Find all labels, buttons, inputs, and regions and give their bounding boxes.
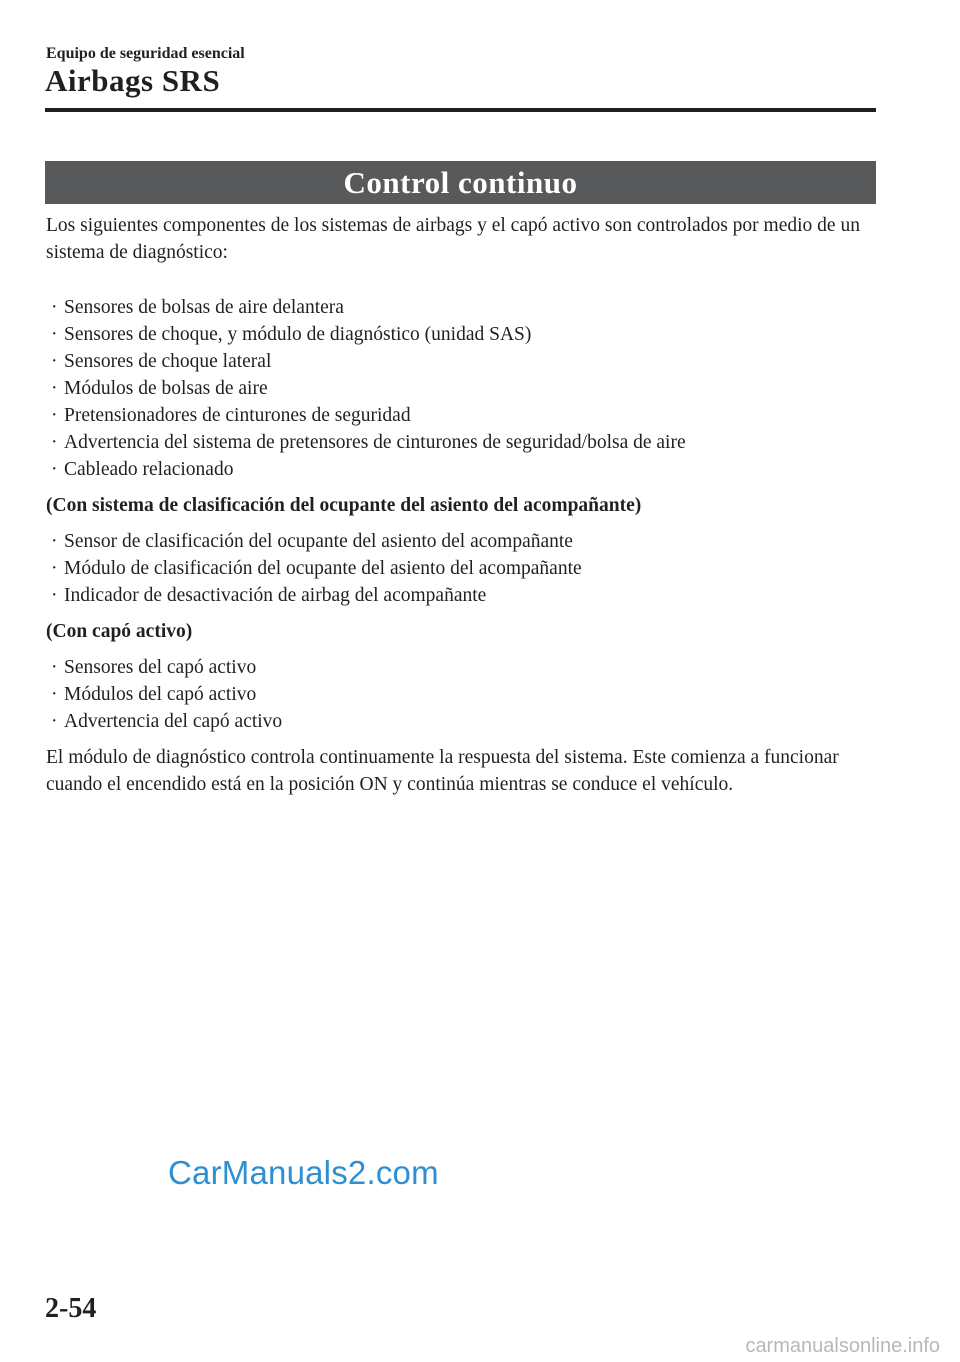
bullet-icon: · [51, 558, 58, 579]
list-item-text: Sensores de choque, y módulo de diagnóstico (unidad SAS) [64, 324, 532, 345]
bullet-icon: · [51, 459, 58, 480]
list-item [46, 681, 876, 708]
list-item-text: Sensor de clasificación del ocupante del asiento del acompañante [64, 531, 573, 552]
page-number: 2-54 [45, 1293, 97, 1324]
list-item-text: Sensores de choque lateral [64, 351, 272, 372]
list-item [46, 528, 876, 555]
bullet-icon: · [51, 351, 58, 372]
subheading-active-hood: (Con capó activo) [46, 621, 193, 642]
section-header: Equipo de seguridad esencial [46, 45, 245, 62]
list-item [46, 456, 876, 483]
bullet-icon: · [51, 684, 58, 705]
bullet-icon: · [51, 405, 58, 426]
footer-site-watermark: carmanualsonline.info [745, 1335, 940, 1357]
occupant-list [46, 528, 876, 609]
intro-paragraph: Los siguientes componentes de los sistemas de airbags y el capó activo son controlados por medio de un sistema de diagnóstico: [46, 215, 860, 263]
bullet-icon: · [51, 531, 58, 552]
list-item [46, 294, 876, 321]
closing-paragraph: El módulo de diagnóstico controla continuamente la respuesta del sistema. Este comienza a funcionar cuando el encendido está en la posición ON y continúa mientras se conduce el vehículo. [46, 747, 839, 795]
bullet-icon: · [51, 378, 58, 399]
header-divider [45, 108, 876, 112]
list-item-text: Advertencia del capó activo [64, 711, 283, 732]
list-item-text: Sensores del capó activo [64, 657, 257, 678]
list-item-text: Módulos del capó activo [64, 684, 257, 705]
list-item [46, 654, 876, 681]
list-item-text: Módulo de clasificación del ocupante del asiento del acompañante [64, 558, 582, 579]
list-item [46, 429, 876, 456]
bullet-icon: · [51, 657, 58, 678]
list-item-text: Sensores de bolsas de aire delantera [64, 297, 344, 318]
hood-list [46, 654, 876, 735]
list-item-text: Pretensionadores de cinturones de seguridad [64, 405, 411, 426]
list-item [46, 375, 876, 402]
bullet-icon: · [51, 297, 58, 318]
list-item [46, 402, 876, 429]
list-item [46, 348, 876, 375]
list-item [46, 582, 876, 609]
watermark-logo: CarManuals2.com [168, 1154, 439, 1191]
list-item [46, 321, 876, 348]
list-item-text: Advertencia del sistema de pretensores de cinturones de seguridad/bolsa de aire [64, 432, 686, 453]
bullet-icon: · [51, 711, 58, 732]
list-item [46, 555, 876, 582]
bullet-icon: · [51, 585, 58, 606]
document-body [46, 212, 876, 798]
subheading-occupant-classification: (Con sistema de clasificación del ocupante del asiento del acompañante) [46, 495, 642, 516]
list-item-text: Cableado relacionado [64, 459, 234, 480]
page-title: Airbags SRS [45, 63, 221, 98]
components-list [46, 294, 876, 483]
list-item-text: Módulos de bolsas de aire [64, 378, 268, 399]
section-banner: Control continuo [45, 161, 876, 204]
bullet-icon: · [51, 432, 58, 453]
bullet-icon: · [51, 324, 58, 345]
list-item [46, 708, 876, 735]
list-item-text: Indicador de desactivación de airbag del acompañante [64, 585, 487, 606]
